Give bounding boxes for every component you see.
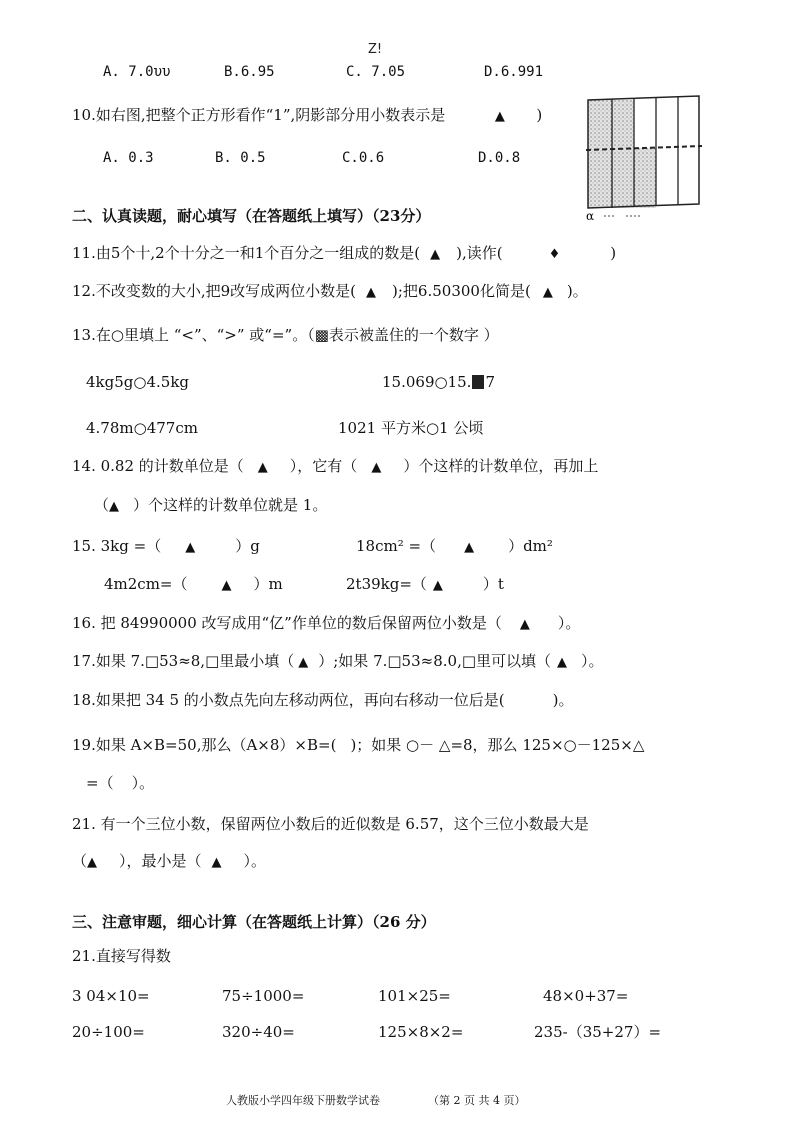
square-figure xyxy=(582,92,712,222)
compare-2-text: 15.069○15. xyxy=(382,373,472,391)
answer-triangle: ▲ xyxy=(221,578,232,593)
answer-triangle: ▲ xyxy=(432,578,443,593)
compare-2-end: 7 xyxy=(485,373,495,391)
q21a-text2: ），最小是（ xyxy=(119,852,202,870)
question-15-b xyxy=(356,536,553,558)
q12-close: )。 xyxy=(566,282,588,300)
compare-1: 4kg5g○4.5kg xyxy=(86,373,190,391)
answer-triangle: ▲ xyxy=(257,460,268,475)
answer-triangle: ▲ xyxy=(557,655,568,670)
answer-triangle: ▲ xyxy=(298,655,309,670)
question-21-approx-cont xyxy=(72,851,266,873)
q19-open: =（ xyxy=(86,774,114,792)
paren-close: ) xyxy=(536,106,543,124)
question-13 xyxy=(72,325,499,345)
calc-8: 235-（35+27）= xyxy=(534,1023,662,1041)
q17-text2: ）;如果 7.□53≈8.0,□里可以填（ xyxy=(318,652,552,670)
answer-triangle: ▲ xyxy=(371,460,382,475)
q14-text4: ）个这样的计数单位就是 1。 xyxy=(133,496,328,514)
q16-close: ）。 xyxy=(557,614,581,632)
question-19 xyxy=(72,735,644,755)
calc-7: 125×8×2= xyxy=(378,1023,464,1041)
q14-open: （ xyxy=(94,496,110,514)
answer-triangle: ▲ xyxy=(464,540,475,555)
covered-digit-box: ▩ xyxy=(314,326,329,344)
option-d: D.0.8 xyxy=(478,150,521,166)
q11-text2: ),读作( xyxy=(456,244,503,262)
option-a: A. 0.3 xyxy=(103,150,154,166)
question-18 xyxy=(72,690,574,710)
section-3-title: 三、注意审题，细心计算（在答题纸上计算）（26 分） xyxy=(72,913,436,931)
q12-text2: );把6.50300化简是( xyxy=(392,282,531,300)
option-c: C.0.6 xyxy=(342,150,385,166)
question-14-cont xyxy=(94,495,327,517)
section-2-title: 二、认真读题，耐心填写（在答题纸上填写）（23分） xyxy=(72,207,431,225)
answer-triangle: ▲ xyxy=(494,109,505,124)
q15-b-unit: ）dm² xyxy=(508,537,553,555)
q19-close: ）。 xyxy=(131,774,155,792)
q15-b-text: 18cm² =（ xyxy=(356,537,437,555)
calc-3: 101×25= xyxy=(378,987,451,1005)
q15-c-text: 4m2cm=（ xyxy=(104,575,188,593)
q11-close: ) xyxy=(610,244,617,262)
calc-5: 20÷100= xyxy=(72,1023,145,1041)
answer-triangle: ▲ xyxy=(185,540,196,555)
figure-note: α xyxy=(586,209,595,222)
q14-text2: ），它有（ xyxy=(289,457,358,475)
calc-4: 48×0+37= xyxy=(543,987,629,1005)
compare-4: 1021 平方米○1 公顷 xyxy=(338,419,484,437)
covered-digit xyxy=(472,375,484,389)
q21a-open: （ xyxy=(72,852,88,870)
q15-c-unit: ）m xyxy=(253,575,283,593)
option-b: B.6.95 xyxy=(224,64,275,80)
q18-close: )。 xyxy=(552,691,574,709)
q12-text: 12.不改变数的大小,把9改写成两位小数是( xyxy=(72,282,357,300)
calc-2: 75÷1000= xyxy=(222,987,305,1005)
q19-text: 19.如果 A×B=50,那么（A×8）×B=( xyxy=(72,736,337,754)
question-10-stem: 10.如右图,把整个正方形看作“1”,阴影部分用小数表示是 xyxy=(72,106,446,124)
question-19-cont xyxy=(86,773,154,793)
footer-page: （第 2 页 共 4 页） xyxy=(428,1094,526,1107)
answer-triangle: ▲ xyxy=(87,855,98,870)
answer-triangle: ▲ xyxy=(366,285,377,300)
q15-a-unit: ）g xyxy=(235,537,260,555)
q15-a-text: 15. 3kg =（ xyxy=(72,537,162,555)
question-15-d xyxy=(346,574,504,596)
answer-triangle: ▲ xyxy=(109,499,120,514)
q15-d-text: 2t39kg=（ xyxy=(346,575,427,593)
compare-3: 4.78m○477cm xyxy=(86,419,198,437)
q17-close: ）。 xyxy=(581,652,604,670)
q17-text: 17.如果 7.□53≈8,□里最小填（ xyxy=(72,652,295,670)
q18-text: 18.如果把 34 5 的小数点先向左移动两位，再向右移动一位后是( xyxy=(72,691,505,709)
q14-text3: ）个这样的计数单位，再加上 xyxy=(403,457,599,475)
question-15-c xyxy=(104,574,283,596)
q13-stem2: 表示被盖住的一个数字 ） xyxy=(328,326,499,344)
calc-6: 320÷40= xyxy=(222,1023,295,1041)
q16-text: 16. 把 84990000 改写成用“亿”作单位的数后保留两位小数是（ xyxy=(72,614,502,632)
q19-text2: )；如果 ○－ △=8，那么 125×○－125×△ xyxy=(350,736,645,754)
option-d: D.6.991 xyxy=(484,64,544,80)
q15-d-unit: ）t xyxy=(482,575,504,593)
handwritten-note: Z! xyxy=(368,42,383,57)
option-a: A. 7.0υυ xyxy=(103,64,171,80)
q13-stem: 13.在○里填上 “<”、“>” 或“=”。（ xyxy=(72,326,315,344)
question-15-a xyxy=(72,536,260,558)
option-b: B. 0.5 xyxy=(215,150,266,166)
q14-text: 14. 0.82 的计数单位是（ xyxy=(72,457,244,475)
question-16 xyxy=(72,613,580,635)
answer-triangle: ▲ xyxy=(542,285,553,300)
question-21-approx: 21. 有一个三位小数，保留两位小数后的近似数是 6.57，这个三位小数最大是 xyxy=(72,815,589,833)
question-12 xyxy=(72,281,588,303)
calc-1: 3 04×10= xyxy=(72,987,150,1005)
question-11 xyxy=(72,243,616,265)
answer-diamond: ♦ xyxy=(548,247,561,262)
question-10 xyxy=(72,105,542,127)
question-14 xyxy=(72,456,598,478)
question-17 xyxy=(72,651,604,673)
option-c: C. 7.05 xyxy=(346,64,406,80)
compare-2 xyxy=(382,372,495,392)
footer-title: 人教版小学四年级下册数学试卷 xyxy=(226,1094,380,1107)
answer-triangle: ▲ xyxy=(519,617,530,632)
answer-triangle: ▲ xyxy=(430,247,441,262)
q11-text: 11.由5个十,2个十分之一和1个百分之一组成的数是( xyxy=(72,244,421,262)
q21a-close: ）。 xyxy=(243,852,267,870)
question-21-title: 21.直接写得数 xyxy=(72,947,171,965)
answer-triangle: ▲ xyxy=(211,855,222,870)
